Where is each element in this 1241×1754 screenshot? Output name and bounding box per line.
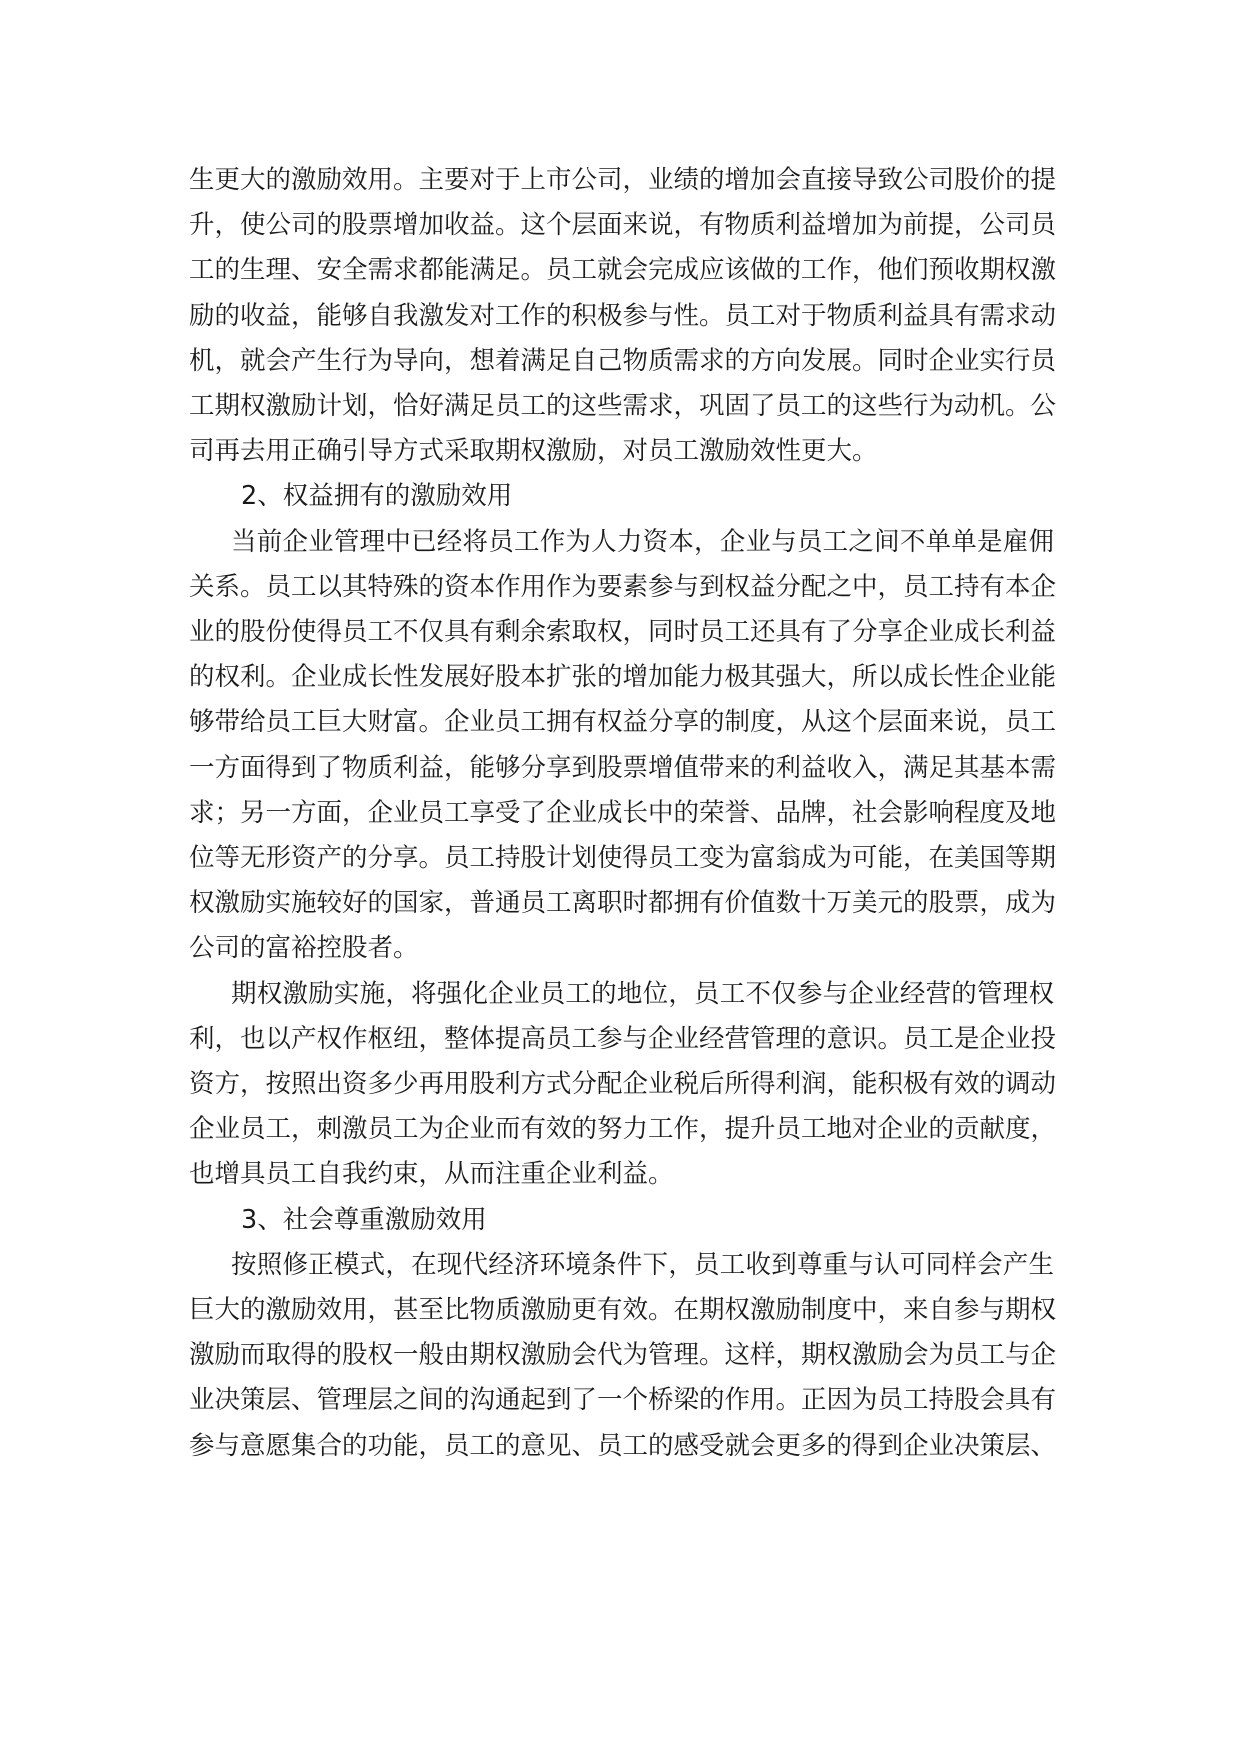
text-line: 利，也以产权作枢纽，整体提高员工参与企业经营管理的意识。员工是企业投 [189,1023,1057,1054]
body-paragraph [189,520,1057,972]
section-heading: 2、权益拥有的激励效用 [241,481,513,512]
text-line: 公司的富裕控股者。 [189,933,419,964]
text-line: 也增具员工自我约束，从而注重企业利益。 [189,1159,674,1190]
text-line: 工期权激励计划，恰好满足员工的这些需求，巩固了员工的这些行为动机。公 [189,391,1057,422]
text-line: 工的生理、安全需求都能满足。员工就会完成应该做的工作，他们预收期权激 [189,255,1057,286]
text-line: 够带给员工巨大财富。企业员工拥有权益分享的制度，从这个层面来说，员工 [189,707,1057,738]
text-line: 的权利。企业成长性发展好股本扩张的增加能力极其强大，所以成长性企业能 [189,662,1057,693]
text-line: 企业员工，刺激员工为企业而有效的努力工作，提升员工地对企业的贡献度， [189,1114,1057,1145]
text-line: 巨大的激励效用，甚至比物质激励更有效。在期权激励制度中，来自参与期权 [189,1295,1057,1326]
text-line: 业决策层、管理层之间的沟通起到了一个桥梁的作用。正因为员工持股会具有 [189,1385,1057,1416]
body-paragraph [189,1243,1057,1469]
text-line: 按照修正模式，在现代经济环境条件下，员工收到尊重与认可同样会产生 [231,1249,1054,1280]
text-line: 当前企业管理中已经将员工作为人力资本，企业与员工之间不单单是雇佣 [231,526,1054,557]
section-heading: 3、社会尊重激励效用 [241,1204,487,1235]
body-paragraph [189,158,1057,474]
text-line: 司再去用正确引导方式采取期权激励，对员工激励效性更大。 [189,436,878,467]
text-line: 升，使公司的股票增加收益。这个层面来说，有物质利益增加为前提，公司员 [189,210,1057,241]
text-line: 励的收益，能够自我激发对工作的积极参与性。员工对于物质利益具有需求动 [189,300,1057,331]
text-line: 位等无形资产的分享。员工持股计划使得员工变为富翁成为可能，在美国等期 [189,843,1057,874]
text-line: 一方面得到了物质利益，能够分享到股票增值带来的利益收入，满足其基本需 [189,752,1057,783]
text-line: 生更大的激励效用。主要对于上市公司，业绩的增加会直接导致公司股价的提 [189,165,1057,195]
text-line: 资方，按照出资多少再用股利方式分配企业税后所得利润，能积极有效的调动 [189,1069,1057,1100]
document-body [189,158,1057,1469]
text-line: 激励而取得的股权一般由期权激励会代为管理。这样，期权激励会为员工与企 [189,1340,1057,1371]
text-line: 权激励实施较好的国家，普通员工离职时都拥有价值数十万美元的股票，成为 [189,888,1057,919]
text-line: 求；另一方面，企业员工享受了企业成长中的荣誉、品牌，社会影响程度及地 [189,797,1057,828]
text-line: 机，就会产生行为导向，想着满足自己物质需求的方向发展。同时企业实行员 [189,345,1057,376]
text-line: 关系。员工以其特殊的资本作用作为要素参与到权益分配之中，员工持有本企 [189,571,1057,602]
text-line: 期权激励实施，将强化企业员工的地位，员工不仅参与企业经营的管理权 [231,978,1054,1009]
text-line: 业的股份使得员工不仅具有剩余索取权，同时员工还具有了分享企业成长利益 [189,617,1057,648]
text-line: 参与意愿集合的功能，员工的意见、员工的感受就会更多的得到企业决策层、 [189,1430,1057,1461]
body-paragraph [189,972,1057,1198]
